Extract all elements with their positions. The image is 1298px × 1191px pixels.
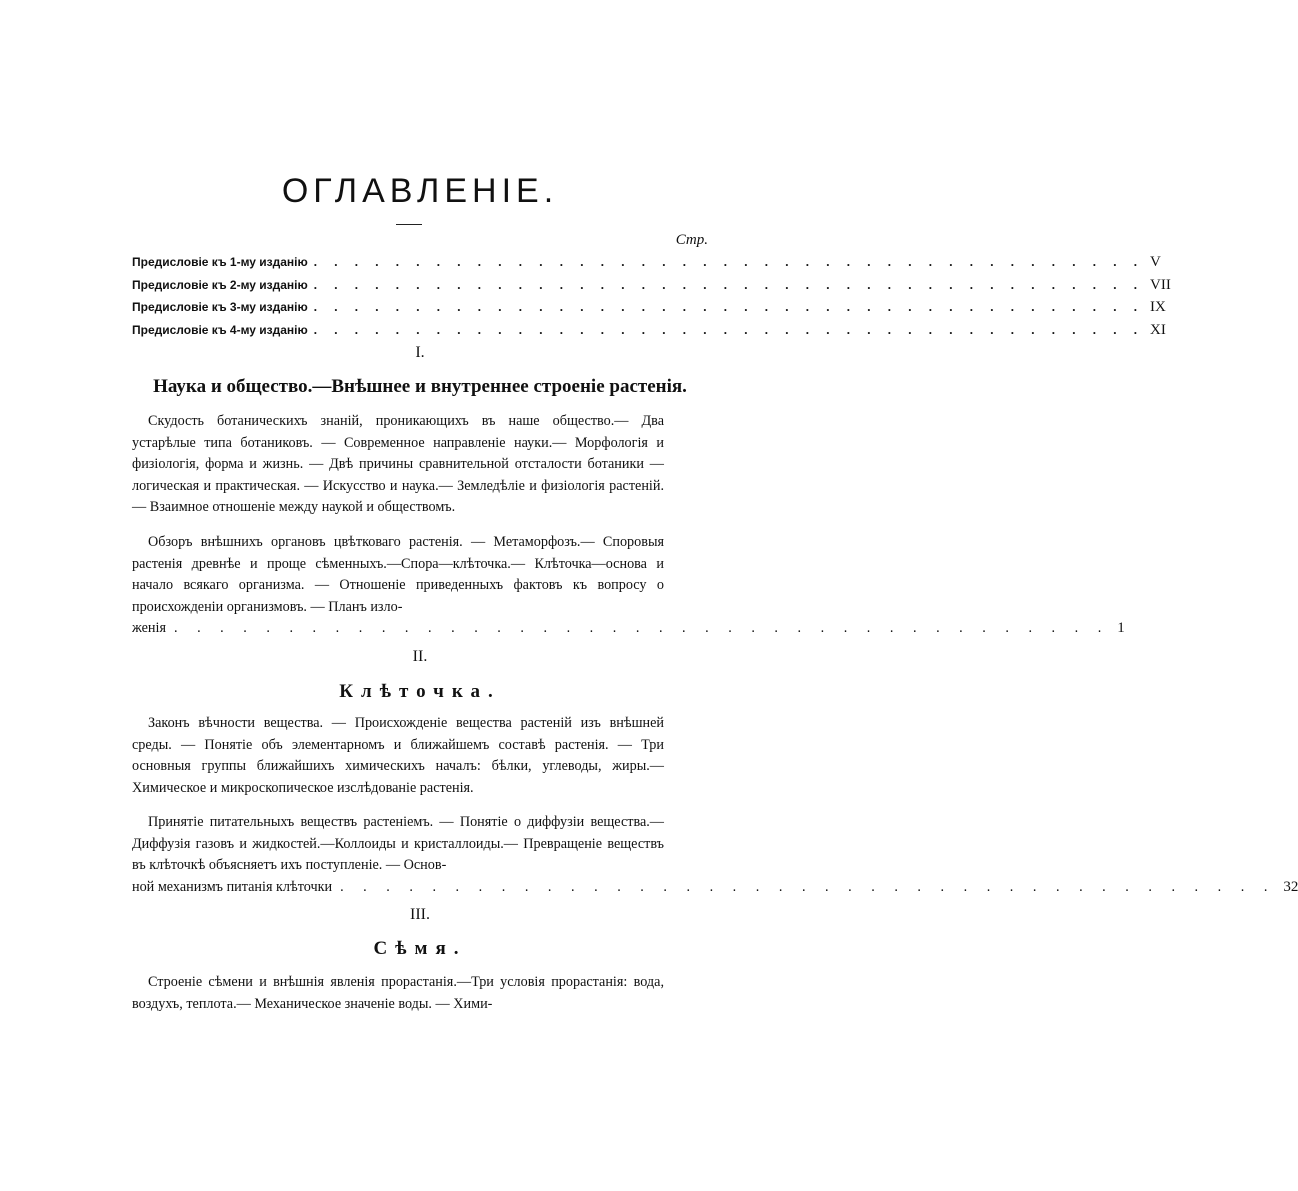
toc-entry-label: Предисловіе къ 4-му изданію	[132, 322, 308, 337]
paragraph-end-text: женія	[132, 620, 166, 636]
leader-dots: . . . . . . . . . . . . . . . . . . . . . . . . . . . . . . . . . . . . . . . . .	[340, 878, 1276, 895]
toc-entry-page: XI	[1150, 321, 1166, 338]
chapter-summary-paragraph: Законъ вѣчности вещества. — Происхожденіе вещества растеній изъ внѣшней среды. — Понятіе объ элементарномъ и ближайшемъ составѣ растенія. — Три основныя группы ближайшихъ химическихъ началъ: бѣлки, углеводы, жиры.—Химическое и микроскопическое изслѣдованіе растенія.	[132, 715, 664, 796]
paragraph-end-line	[132, 877, 1298, 899]
chapter-page-number: 1	[1117, 620, 1125, 636]
chapter-title: Наука и общество.—Внѣшнее и внутреннее строеніе растенія.	[153, 376, 687, 397]
leader-dots: . . . . . . . . . . . . . . . . . . . . . . . . . . . . . . . . . . . . . . . . .	[173, 620, 1110, 636]
toc-entry-page: IX	[1150, 299, 1166, 315]
toc-entry-label: Предисловіе къ 1-му изданію	[132, 255, 308, 269]
chapter-title: Сѣмя.	[373, 938, 467, 959]
chapter-summary-paragraph	[132, 532, 1125, 640]
page-title: ОГЛАВЛЕНІЕ.	[281, 172, 559, 210]
toc-entry	[132, 254, 1161, 277]
toc-entry	[132, 276, 1171, 300]
page-column-label: Стр.	[675, 232, 708, 248]
paragraph-body: Принятіе питательныхъ веществъ растеніемъ. — Понятіе о диффузіи вещества.—Диффузія газовъ и жидкостей.—Коллоиды и кристаллоиды.— Превращеніе веществъ въ клѣточкѣ объясняетъ ихъ поступленіе. — Основ-	[132, 814, 664, 873]
leader-dots: . . . . . . . . . . . . . . . . . . . . . . . . . . . . . . . . . . . . . . . . .	[313, 299, 1145, 314]
leader-dots: . . . . . . . . . . . . . . . . . . . . . . . . . . . . . . . . . . . . . . . . .	[313, 254, 1145, 269]
leader-dots: . . . . . . . . . . . . . . . . . . . . . . . . . . . . . . . . . . . . . . . . .	[313, 276, 1145, 292]
chapter-summary-paragraph: Скудость ботаническихъ знаній, проникающихъ въ наше общество.— Два устарѣлые типа ботаниковъ. — Современное направленіе науки.— Морфологія и физіологія, форма и жизнь. — Двѣ причины сравнительной отсталости ботаники — логическая и практическая. — Искусство и наука.— Земледѣліе и физіологія растеній. — Взаимное отношеніе между наукой и обществомъ.	[132, 413, 664, 515]
chapter-number: II.	[412, 648, 428, 665]
chapter-number: I.	[415, 344, 425, 361]
chapter-number: III.	[410, 906, 430, 923]
toc-entry-label: Предисловіе къ 2-му изданію	[132, 277, 308, 292]
paragraph-body: Обзоръ внѣшнихъ органовъ цвѣтковаго растенія. — Метаморфозъ.— Споровыя растенія древнѣе и проще сѣменныхъ.—Спора—клѣточка.— Клѣточка—основа и начало всякаго организма. — Отношеніе приведенныхъ фактовъ къ вопросу о происхожденіи организмовъ. — Планъ изло-	[132, 534, 664, 615]
paragraph-end-line	[132, 618, 1125, 640]
toc-entry-page: V	[1150, 254, 1161, 270]
leader-dots: . . . . . . . . . . . . . . . . . . . . . . . . . . . . . . . . . . . . . . . . .	[313, 321, 1145, 337]
prefaces-list	[132, 254, 1171, 344]
chapter-summary-paragraph	[132, 812, 1298, 898]
chapter-summary-paragraph: Строеніе сѣмени и внѣшнія явленія прорастанія.—Три условія прорастанія: вода, воздухъ, теплота.— Механическое значеніе воды. — Хими-	[132, 974, 664, 1012]
toc-entry-page: VII	[1150, 276, 1171, 293]
chapter-page-number: 32	[1283, 878, 1298, 895]
chapter-title: Клѣточка.	[339, 681, 501, 702]
toc-entry	[132, 321, 1166, 345]
toc-entry-label: Предисловіе къ 3-му изданію	[132, 300, 308, 314]
title-divider	[396, 224, 422, 225]
toc-entry	[132, 299, 1166, 322]
paragraph-end-text: ной механизмъ питанія клѣточки	[132, 878, 333, 895]
